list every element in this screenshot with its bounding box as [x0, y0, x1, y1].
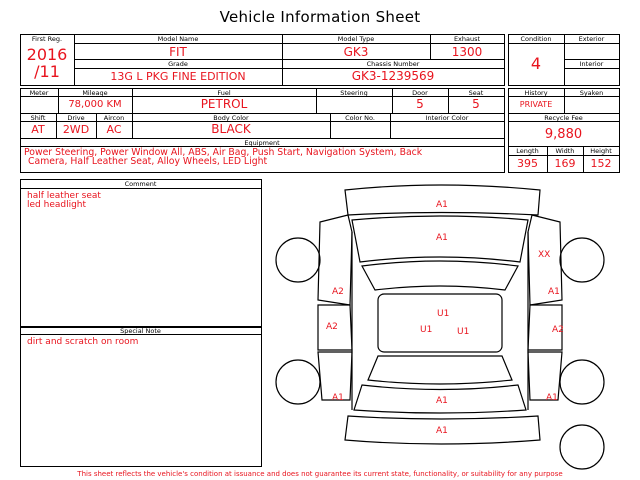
- fuel-value: PETROL: [200, 97, 248, 111]
- width-value: 169: [554, 157, 576, 170]
- color-no-label: Color No.: [345, 114, 375, 122]
- interior-label: Interior: [579, 60, 604, 68]
- body-color-value: BLACK: [211, 122, 251, 136]
- damage-right-rear-door: A2: [552, 325, 564, 335]
- damage-right-rear-quarter: A1: [546, 393, 558, 403]
- exhaust-value: 1300: [451, 45, 483, 59]
- mileage-label: Mileage: [82, 89, 108, 97]
- damage-trunk: A1: [436, 396, 448, 406]
- equipment-label: Equipment: [244, 139, 280, 147]
- mileage-value: 78,000 KM: [68, 99, 122, 110]
- seat-label: Seat: [468, 89, 484, 97]
- seat-value: 5: [472, 97, 480, 111]
- aircon-label: Aircon: [103, 114, 125, 122]
- interior-color-label: Interior Color: [425, 114, 469, 122]
- length-value: 395: [517, 157, 538, 170]
- first-reg-month: /11: [34, 62, 60, 81]
- exhaust-label: Exhaust: [453, 35, 481, 43]
- damage-front-bumper: A1: [436, 200, 448, 210]
- syaken-label: Syaken: [579, 89, 604, 97]
- comment-line-1: half leather seat: [27, 191, 101, 201]
- length-label: Length: [516, 147, 539, 155]
- comment-label: Comment: [124, 180, 157, 188]
- meter-label: Meter: [29, 89, 49, 97]
- door-label: Door: [412, 89, 428, 97]
- rear-window: [368, 356, 512, 384]
- damage-roof-1: U1: [437, 309, 450, 319]
- equipment-line-2: Camera, Half Leather Seat, Alloy Wheels, LED Light: [28, 156, 268, 167]
- comment-line-2: led headlight: [27, 200, 87, 210]
- exterior-label: Exterior: [578, 35, 605, 43]
- width-label: Width: [555, 147, 575, 155]
- shift-value: AT: [31, 123, 45, 136]
- equipment-line-1: Power Steering, Power Window All, ABS, Air Bag, Push Start, Navigation System, Back: [24, 147, 423, 158]
- height-value: 152: [590, 157, 612, 170]
- shift-label: Shift: [30, 114, 46, 122]
- chassis-number-value: GK3-1239569: [351, 69, 435, 83]
- aircon-value: AC: [106, 123, 122, 136]
- damage-roof-3: U1: [457, 327, 470, 337]
- damage-hood: A1: [436, 233, 448, 243]
- history-value: PRIVATE: [519, 100, 553, 109]
- history-label: History: [524, 89, 548, 97]
- first-reg-year: 2016: [26, 45, 68, 64]
- left-rear-wheel: [276, 360, 320, 404]
- disclaimer-footer: This sheet reflects the vehicle's condition at issuance and does not guarantee its current state, functionality, or suitability for any purpose: [77, 470, 563, 478]
- chassis-number-label: Chassis Number: [366, 60, 420, 68]
- damage-roof-2: U1: [420, 325, 433, 335]
- damage-left-rear-door: A2: [326, 322, 338, 332]
- sheet-title: Vehicle Information Sheet: [219, 8, 421, 26]
- grade-label: Grade: [168, 60, 188, 68]
- condition-label: Condition: [520, 35, 552, 43]
- fuel-label: Fuel: [217, 89, 231, 97]
- model-type-value: GK3: [343, 45, 369, 59]
- door-value: 5: [416, 97, 424, 111]
- condition-value: 4: [530, 54, 542, 73]
- right-front-wheel: [560, 238, 604, 282]
- recycle-fee-label: Recycle Fee: [544, 114, 583, 122]
- damage-rear-bumper: A1: [436, 426, 448, 436]
- drive-value: 2WD: [62, 123, 90, 136]
- damage-left-rear-quarter: A1: [332, 393, 344, 403]
- damage-left-front-fender: A2: [332, 287, 344, 297]
- recycle-fee-value: 9,880: [544, 127, 583, 142]
- left-front-wheel: [276, 238, 320, 282]
- model-name-label: Model Name: [157, 35, 199, 43]
- damage-right-front-door: A1: [548, 287, 560, 297]
- windshield: [362, 261, 518, 290]
- drive-label: Drive: [67, 114, 85, 122]
- roof: [378, 294, 502, 352]
- special-note-value: dirt and scratch on room: [27, 337, 139, 347]
- right-rear-wheel: [560, 360, 604, 404]
- body-color-label: Body Color: [213, 114, 249, 122]
- height-label: Height: [590, 147, 612, 155]
- model-type-label: Model Type: [337, 35, 375, 43]
- grade-value: 13G L PKG FINE EDITION: [110, 70, 246, 83]
- steering-label: Steering: [340, 89, 368, 97]
- first-reg-label: First Reg.: [31, 35, 63, 43]
- special-note-label: Special Note: [120, 327, 161, 335]
- spare-wheel: [560, 425, 604, 469]
- damage-right-front-fender: XX: [538, 250, 551, 260]
- model-name-value: FIT: [169, 45, 187, 59]
